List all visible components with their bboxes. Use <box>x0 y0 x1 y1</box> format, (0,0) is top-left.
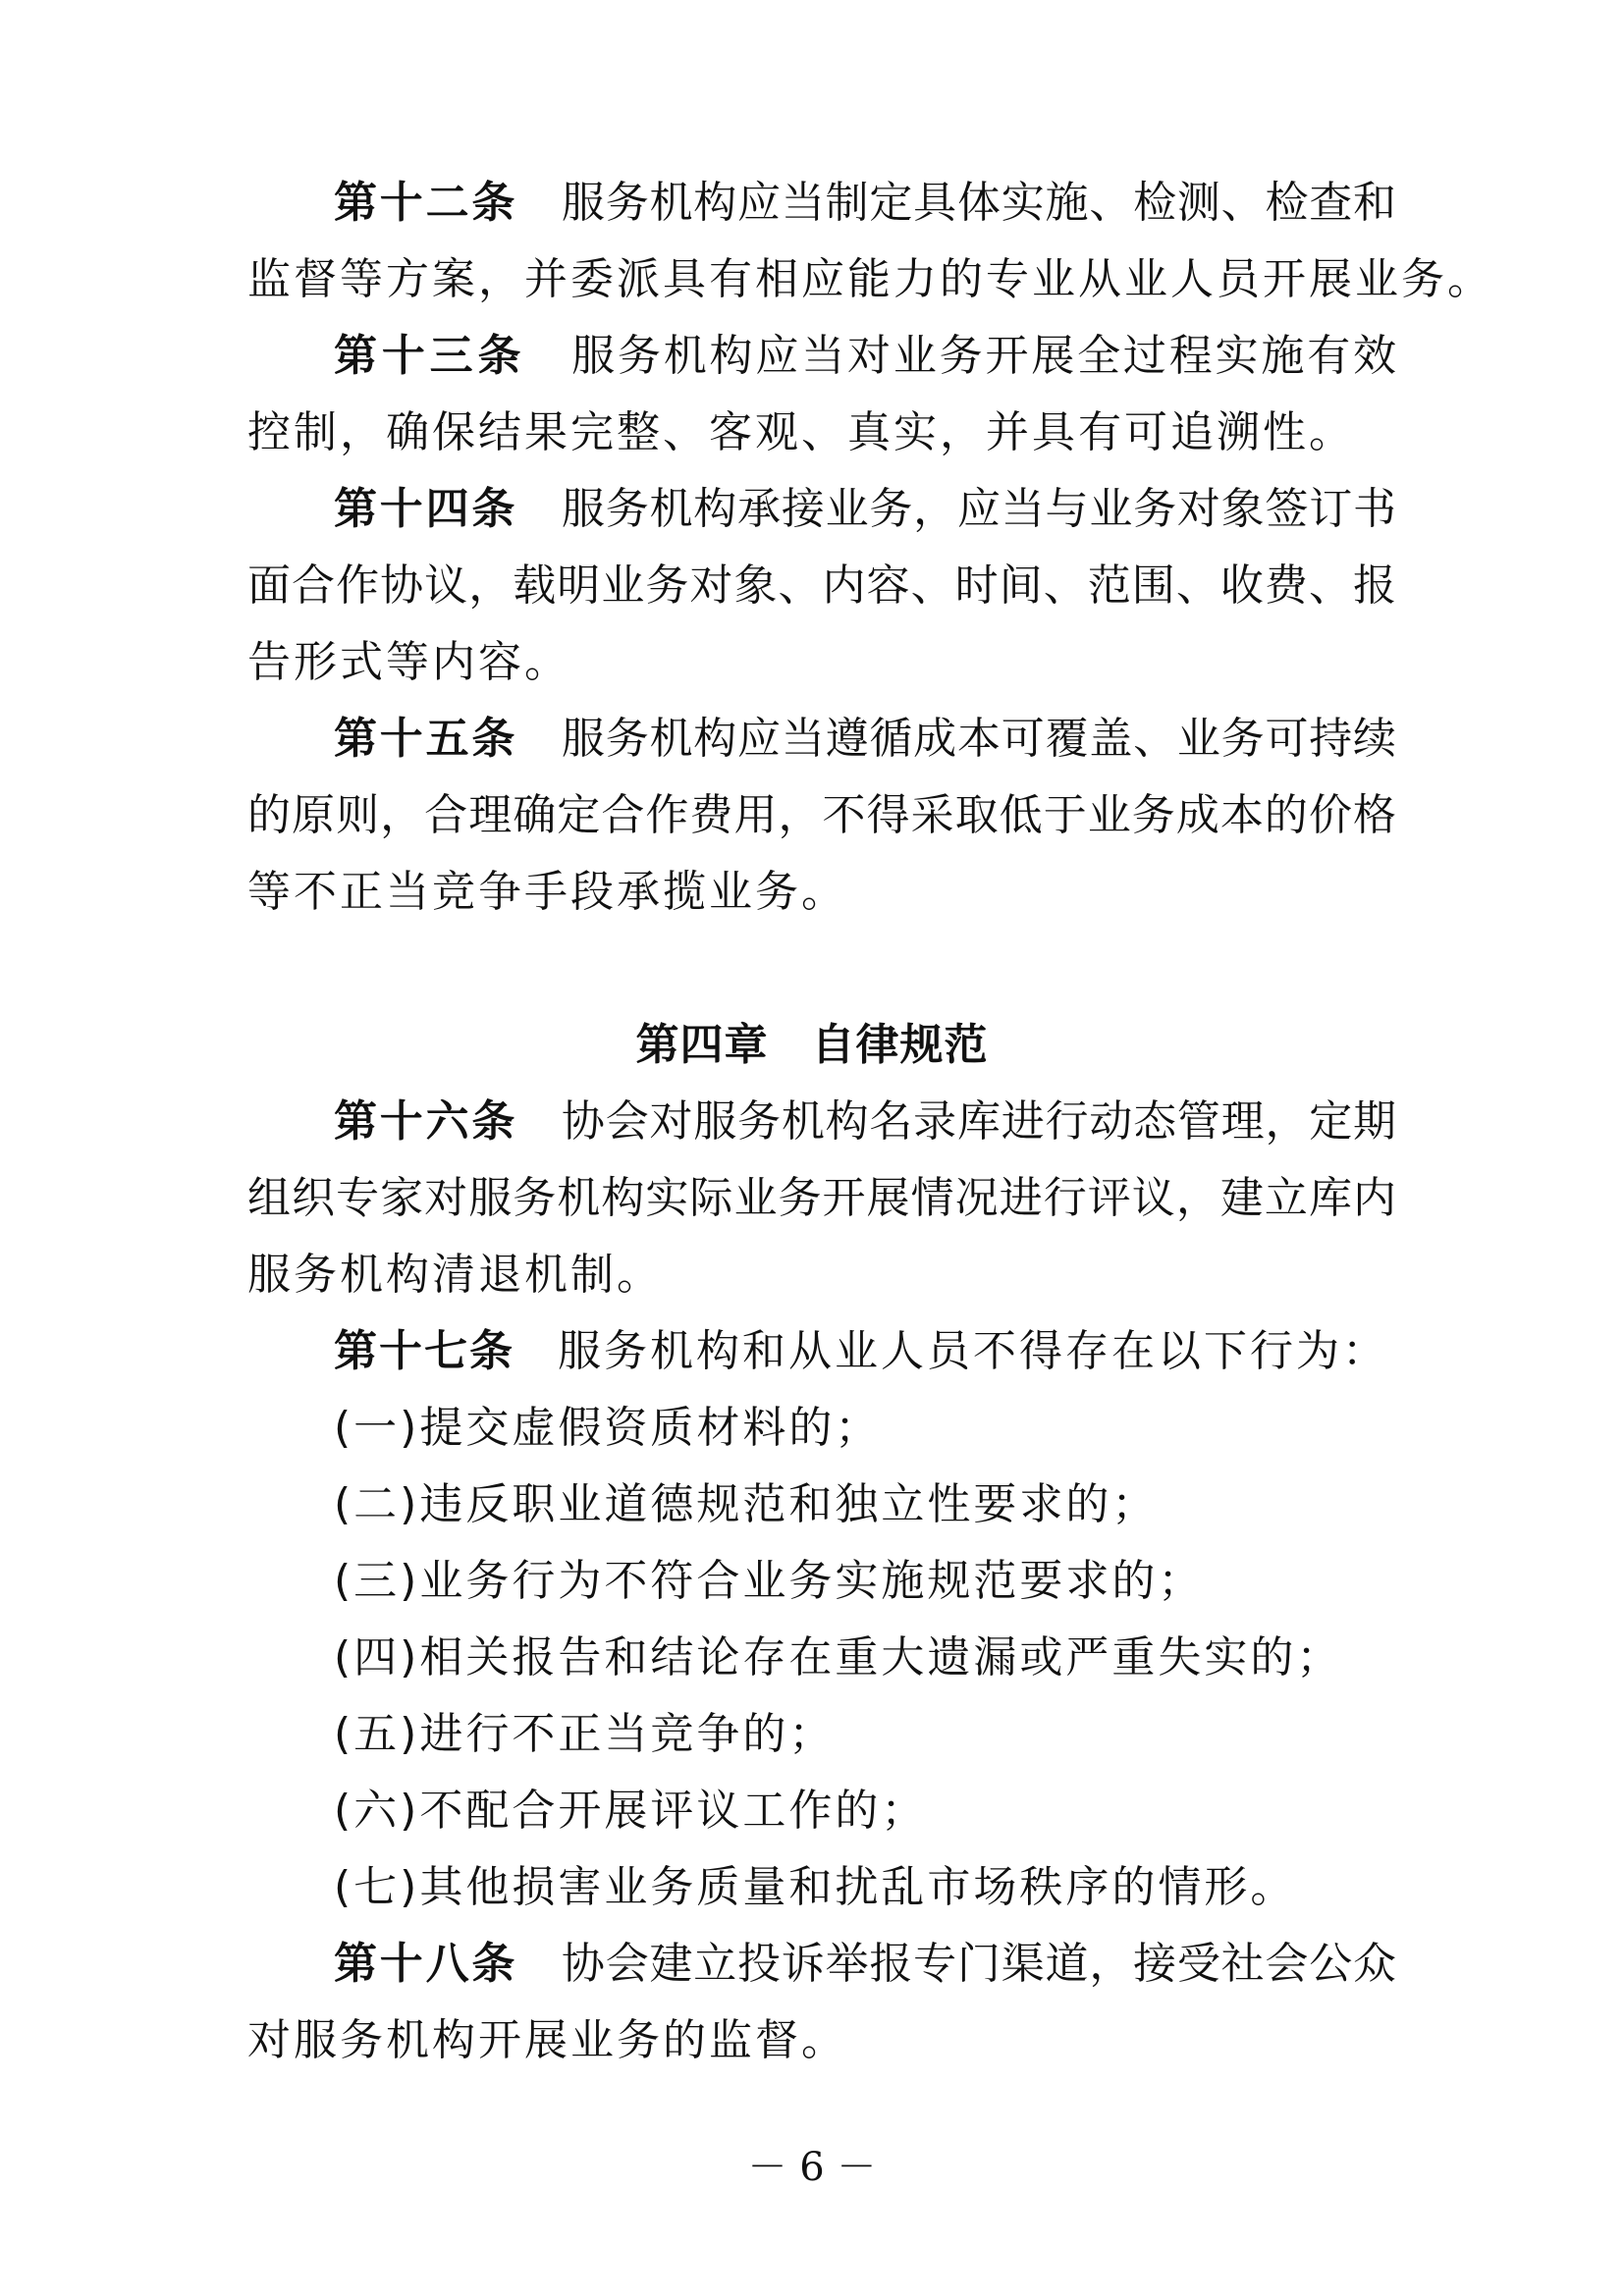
list-item: (四)相关报告和结论存在重大遗漏或严重失实的； <box>334 1632 1343 1682</box>
list-item: (五)进行不正当竞争的； <box>334 1709 836 1759</box>
article-number: 第十四条 <box>334 484 518 534</box>
article-text: 服务机构应当遵循成本可覆盖、业务可持续 <box>561 714 1397 764</box>
article-number: 第十三条 <box>334 331 526 381</box>
article-14-line-2: 面合作协议，载明业务对象、内容、时间、范围、收费、报 <box>247 561 1396 611</box>
article-number: 第十八条 <box>334 1939 518 1989</box>
article-13-line-1 <box>334 318 1396 395</box>
article-text: 协会建立投诉举报专门渠道，接受社会公众 <box>561 1939 1397 1989</box>
list-item: (二)违反职业道德规范和独立性要求的； <box>334 1479 1159 1529</box>
article-18-line-2: 对服务机构开展业务的监督。 <box>247 2015 847 2065</box>
article-16-line-2: 组织专家对服务机构实际业务开展情况进行评议，建立库内 <box>247 1173 1396 1223</box>
article-16-line-3: 服务机构清退机制。 <box>247 1250 663 1300</box>
article-14-line-3: 告形式等内容。 <box>247 637 570 687</box>
page-number: － 6 － <box>747 2145 877 2190</box>
article-13-line-2: 控制，确保结果完整、客观、真实，并具有可追溯性。 <box>247 407 1355 457</box>
article-text: 服务机构应当对业务开展全过程实施有效 <box>568 331 1397 381</box>
article-14-line-1 <box>334 471 1396 548</box>
article-number: 第十七条 <box>334 1326 514 1376</box>
article-number: 第十六条 <box>334 1096 518 1147</box>
article-number: 第十二条 <box>334 178 518 228</box>
article-12-line-2: 监督等方案，并委派具有相应能力的专业从业人员开展业务。 <box>247 254 1493 304</box>
article-text: 服务机构应当制定具体实施、检测、检查和 <box>561 178 1397 228</box>
list-item: (七)其他损害业务质量和扰乱市场秩序的情形。 <box>334 1862 1297 1912</box>
article-text: 协会对服务机构名录库进行动态管理，定期 <box>561 1096 1397 1147</box>
article-15-line-3: 等不正当竞争手段承揽业务。 <box>247 867 847 917</box>
chapter-heading <box>0 1007 1624 1084</box>
article-17-line-1 <box>334 1313 1388 1390</box>
article-text: 服务机构和从业人员不得存在以下行为： <box>558 1326 1388 1376</box>
article-text: 服务机构承接业务，应当与业务对象签订书 <box>561 484 1397 534</box>
article-18-line-1 <box>334 1926 1396 2002</box>
chapter-title: 自律规范 <box>811 1020 989 1070</box>
chapter-number: 第四章 <box>635 1020 769 1070</box>
list-item: (三)业务行为不符合业务实施规范要求的； <box>334 1556 1205 1606</box>
article-number: 第十五条 <box>334 714 518 764</box>
article-16-line-1 <box>334 1084 1396 1160</box>
list-item: (一)提交虚假资质材料的； <box>334 1403 882 1453</box>
article-15-line-2: 的原则，合理确定合作费用，不得采取低于业务成本的价格 <box>247 790 1396 840</box>
article-12-line-1 <box>334 165 1396 241</box>
article-15-line-1 <box>334 701 1396 777</box>
list-item: (六)不配合开展评议工作的； <box>334 1786 928 1836</box>
